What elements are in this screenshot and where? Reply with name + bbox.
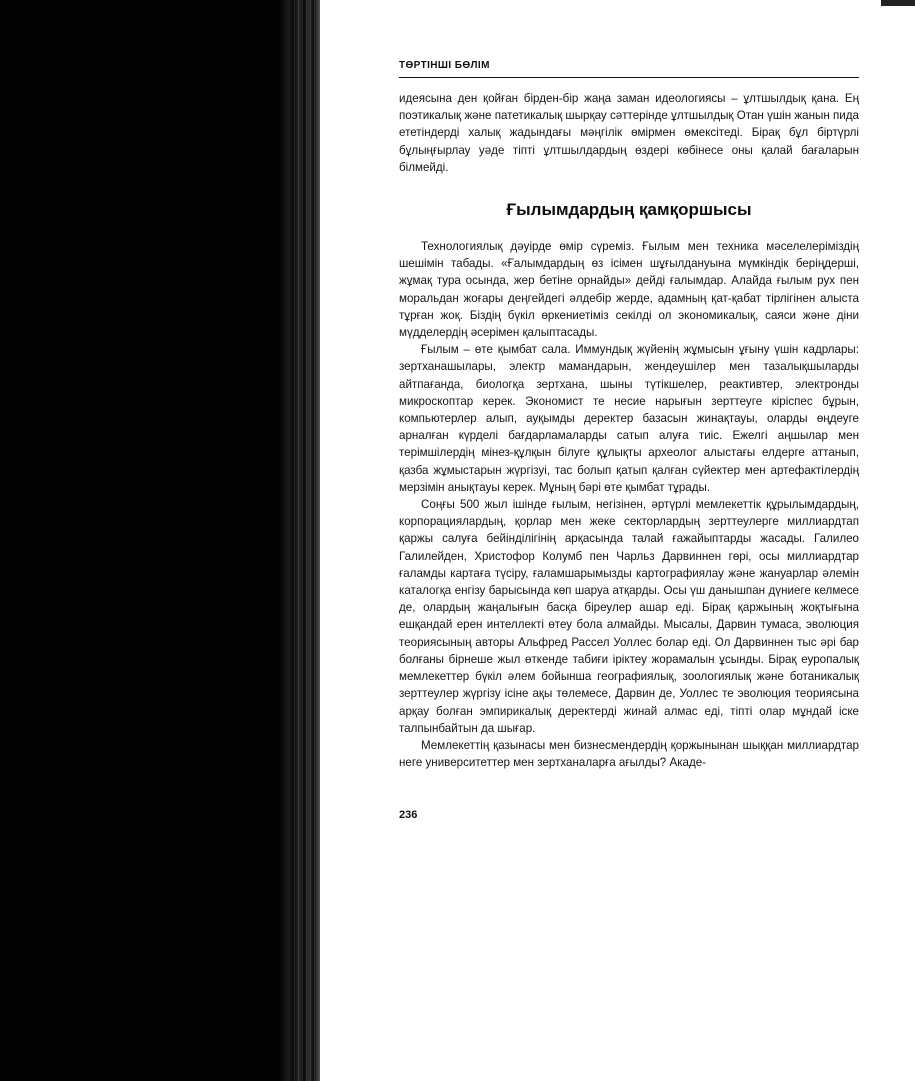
book-page xyxy=(345,52,875,892)
section-title: Ғылымдардың қамқоршысы xyxy=(506,200,752,220)
paragraph: Мемлекеттің қазынасы мен бизнесмендердің қоржынынан шыққан миллиардтар неге университеттер мен зертханаларға ағылды? Акаде- xyxy=(399,738,859,770)
paragraph: Технологиялық дәуірде өмір сүреміз. Ғылым мен техника мәселелеріміздің шешімін табады. «Ғалымдардың өз ісімен шұғылдануына мүмкіндік беріңдерші, жұмақ тура осында, жер бетіне орнайды» дейді ғалымдар. Алайда ғылым рух пен моральдан жоғары деңгейдегі әлдебір жерде, адамның қат-қабат тірлігінен алыста тұрған жоқ. Біздің бүкіл өркениетіміз секілді ол экономикалық, саяси және діни мүдделердің әсерімен қалыптасады. xyxy=(399,240,859,340)
paragraph: Соңғы 500 жыл ішінде ғылым, негізінен, әртүрлі мемлекеттік құрылымдардың, корпорациялардың, қорлар мен жеке секторлардың зерттеулерге миллиардтап қаржы салуға бейінділігінің арқасында талай ғажайыптарды жасады. Галилео Галилейден, Христофор Колумб пен Чарльз Дарвиннен гөрі, осы миллиардтар ғаламды картаға түсіру, ғаламшарымызды картографиялау және жануарлар әлемін каталогқа енгізу барысында көп шаруа атқарды. Осы үш данышпан дүниеге келмесе де, олардың жаңалығын басқа біреулер ашар еді. Бірақ қаржының жоқтығына ешқандай ерен интеллекті өтеу бола алмайды. Мысалы, Дарвин тумаса, эволюция теориясының авторы Альфред Рассел Уоллес болар еді. Ол Дарвиннен тыс әрі бар болғаны бірнеше жыл өткенде табиғи іріктеу жорамалын ұсынды. Бірақ еуропалық мемлекеттер бүкіл әлем бойынша географиялық, зоологиялық және ботаникалық зерттеулер жүргізу ісіне ақы төлемесе, Дарвин де, Уоллес те эволюция теориясына арқау болған эмпирикалық деректерді жинай алмас еді, тіпті олар мұндай іске талпынбайтын да шығар. xyxy=(399,498,859,735)
scan-corner-mark xyxy=(881,0,915,6)
book-spine-edges xyxy=(294,0,318,1081)
paragraph: Ғылым – өте қымбат сала. Иммундық жүйенің жұмысын ұғыну үшін кадрлары: зертханашылары, электр мамандарын, жендеушілер мен тазалықшыларды айтпағанда, биологқа зертхана, шыны түтікшелер, реактивтер, электронды микроскоптар керек. Экономист те несие нарығын зерттеуге кіріспес бұрын, компьютерлер алып, ауқымды деректер базасын жинақтауы, оларды өңдеуге арналған күрделі бағдарламаларды сатып алуға тиіс. Ежелгі аңшылар мен терімшілердің мінез-құлқын білуге құлықты археолог алыстағы елдерге аттанып, қазба жұмыстарын жүргізуі, тас болып қатып қалған сүйектер мен артефактілердің мерзімін анықтауы керек. Мұның бәрі өте қымбат тұрады. xyxy=(399,343,859,494)
page-number: 236 xyxy=(399,809,418,821)
header-rule xyxy=(399,77,859,78)
paragraph-continued: идеясына ден қойған бірден-бір жаңа заман идеологиясы – ұлтшылдық қана. Ең поэтикалық және патетикалық шырқау сәттерінде ұлтшылдық Отан үшін жанын пида ететіндерді халық жадындағы мәңгілік өмірмен өмексітеді. Бірақ бұл біртүрлі бұлыңғырлау уәде тіпті ұлтшылдардың өздері көбінесе оны қалай бағаларын білмейді. xyxy=(399,92,859,174)
scanner-dark-margin xyxy=(0,0,312,1081)
running-head: ТӨРТІНШІ БӨЛІМ xyxy=(399,60,490,71)
page-body xyxy=(399,90,859,771)
